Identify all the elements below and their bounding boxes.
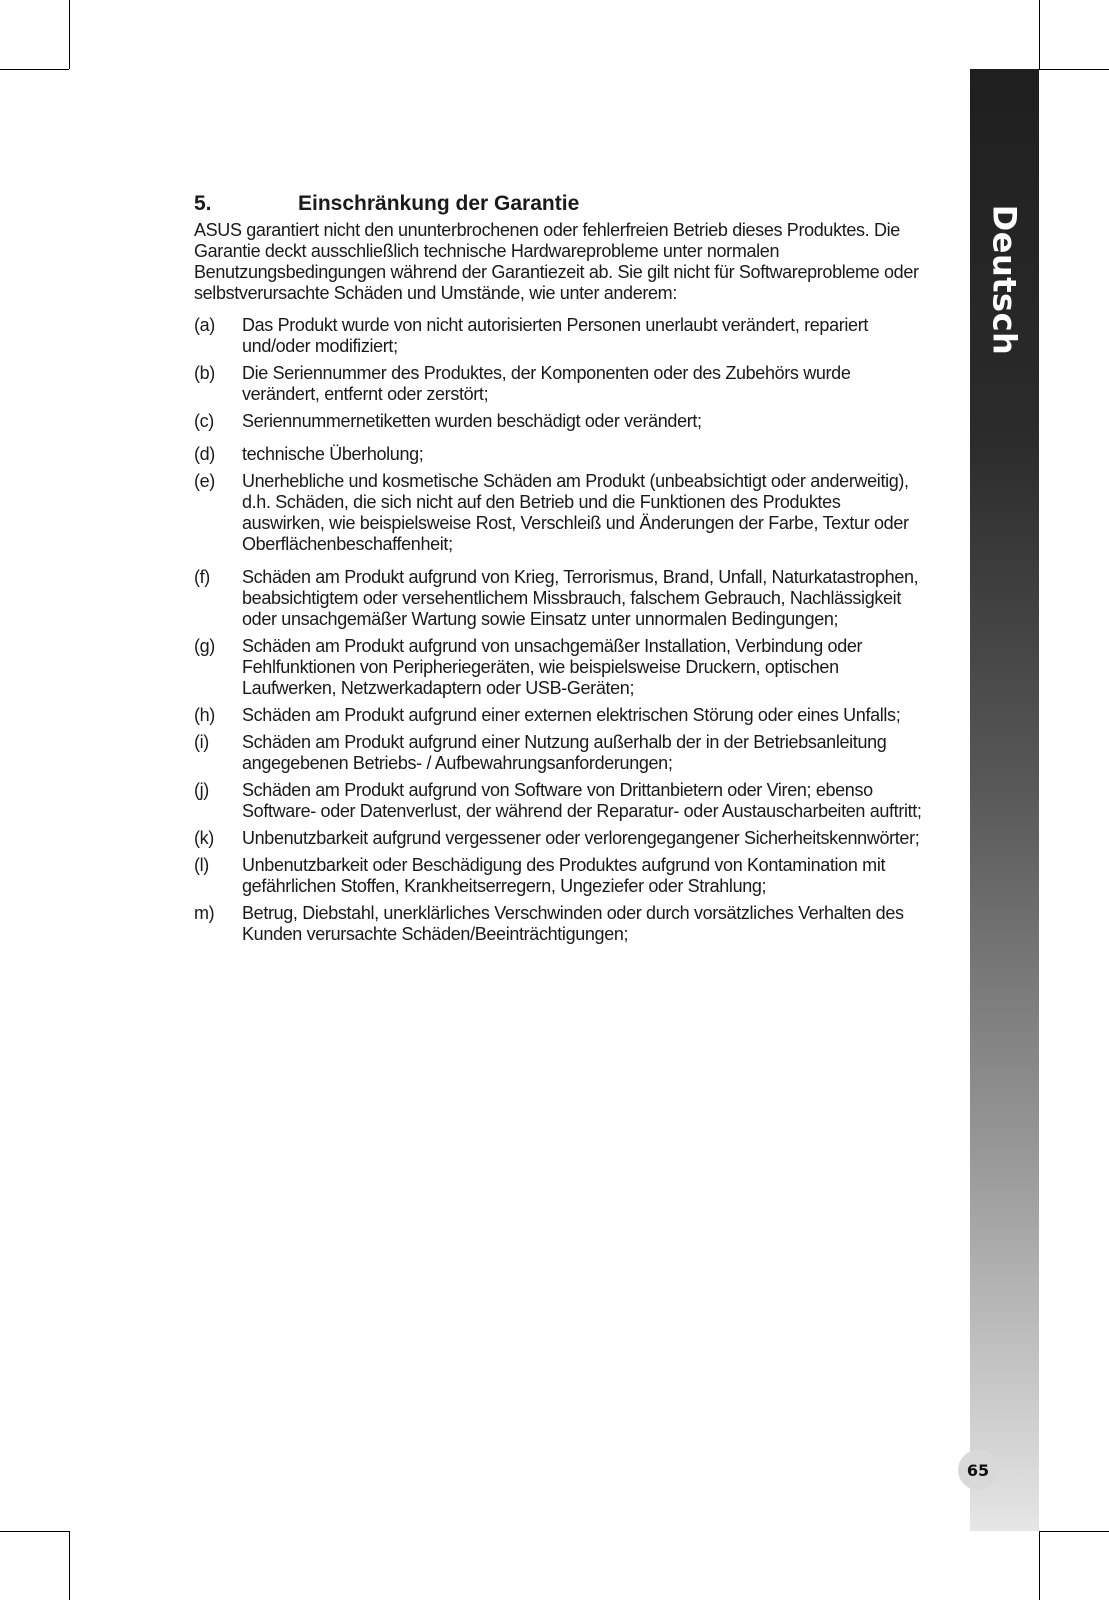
list-item-text: Schäden am Produkt aufgrund von Krieg, Terrorismus, Brand, Unfall, Naturkatastrophen, beabsichtigtem oder versehentlichem Missbrauch, falschem Gebrauch, Nachlässigkeit oder unsachgemäßer Wartung sowie Einsatz unter unnormalen Bedingungen; [242, 567, 919, 629]
list-item [194, 411, 924, 432]
list-item [194, 636, 924, 699]
list-item-marker: (l) [194, 855, 209, 875]
list-item-marker: (e) [194, 471, 215, 491]
list-item-text: technische Überholung; [242, 444, 424, 464]
list-item [194, 315, 924, 357]
list-item [194, 855, 924, 897]
language-tab-label [970, 200, 1039, 360]
list-item [194, 567, 924, 630]
list-item-text: Schäden am Produkt aufgrund einer externen elektrischen Störung oder eines Unfalls; [242, 705, 901, 725]
list-item-marker: (a) [194, 315, 215, 335]
section-title: Einschränkung der Garantie [298, 192, 580, 215]
list-item-marker: (h) [194, 705, 215, 725]
list-item-text: Unerhebliche und kosmetische Schäden am Produkt (unbeabsichtigt oder anderweitig), d.h. Schäden, die sich nicht auf den Betrieb und die Funktionen des Produktes auswirken, wie beispielsweise Rost, Verschleiß und Änderungen der Farbe, Textur oder Oberflächenbeschaffenheit; [242, 471, 909, 554]
list-item [194, 705, 924, 726]
list-item-marker: (c) [194, 411, 214, 431]
crop-mark [1039, 69, 1109, 70]
list-item-text: Betrug, Diebstahl, unerklärliches Verschwinden oder durch vorsätzliches Verhalten des Kunden verursachte Schäden/Beeinträchtigungen; [242, 903, 904, 944]
list-item-marker: (f) [194, 567, 210, 587]
crop-mark [1039, 1531, 1109, 1532]
list-item [194, 732, 924, 774]
list-item [194, 780, 924, 822]
crop-mark [1039, 0, 1040, 69]
list-item-marker: (b) [194, 363, 215, 383]
section-content [194, 190, 924, 951]
list-item-marker: (i) [194, 732, 209, 752]
list-item-text: Unbenutzbarkeit aufgrund vergessener oder verlorengegangener Sicherheitskennwörter; [242, 828, 920, 848]
crop-mark [0, 1531, 69, 1532]
section-heading [194, 190, 924, 218]
list-item-text: Schäden am Produkt aufgrund von unsachgemäßer Installation, Verbindung oder Fehlfunktionen von Peripheriegeräten, wie beispielsweise Druckern, optischen Laufwerken, Netzwerkadaptern oder USB-Geräten; [242, 636, 863, 698]
list-item [194, 363, 924, 405]
list-item [194, 828, 924, 849]
list-item-text: Seriennummernetiketten wurden beschädigt oder verändert; [242, 411, 702, 431]
list-item [194, 444, 924, 465]
list-item-text: Die Seriennummer des Produktes, der Komponenten oder des Zubehörs wurde verändert, entfernt oder zerstört; [242, 363, 851, 404]
exclusion-list [194, 315, 924, 945]
list-item-marker: (d) [194, 444, 215, 464]
list-item-marker: m) [194, 903, 215, 923]
list-item-text: Schäden am Produkt aufgrund einer Nutzung außerhalb der in der Betriebsanleitung angegebenen Betriebs- / Aufbewahrungsanforderungen; [242, 732, 887, 773]
crop-mark [1039, 1531, 1040, 1600]
list-item-text: Schäden am Produkt aufgrund von Software von Drittanbietern oder Viren; ebenso Software- oder Datenverlust, der während der Reparatur- oder Austauscharbeiten auftritt; [242, 780, 922, 821]
language-label-text: Deutsch [985, 204, 1024, 356]
list-item [194, 471, 924, 555]
list-item-text: Das Produkt wurde von nicht autorisierten Personen unerlaubt verändert, repariert und/oder modifiziert; [242, 315, 869, 356]
crop-mark [69, 1531, 70, 1600]
crop-mark [69, 0, 70, 69]
list-item-marker: (k) [194, 828, 214, 848]
page-number: 65 [958, 1450, 998, 1490]
list-item-marker: (g) [194, 636, 215, 656]
section-intro: ASUS garantiert nicht den ununterbrochenen oder fehlerfreien Betrieb dieses Produktes. Die Garantie deckt ausschließlich technische Hardwareprobleme unter normalen Benutzungsbedingungen während der Garantiezeit ab. Sie gilt nicht für Softwareprobleme oder selbstverursachte Schäden und Umstände, wie unter anderem: [194, 220, 919, 303]
list-item-text: Unbenutzbarkeit oder Beschädigung des Produktes aufgrund von Kontamination mit gefährlichen Stoffen, Krankheitserregern, Ungeziefer oder Strahlung; [242, 855, 886, 896]
list-item-marker: (j) [194, 780, 209, 800]
section-number: 5. [194, 192, 212, 215]
list-item [194, 903, 924, 945]
crop-mark [0, 69, 69, 70]
